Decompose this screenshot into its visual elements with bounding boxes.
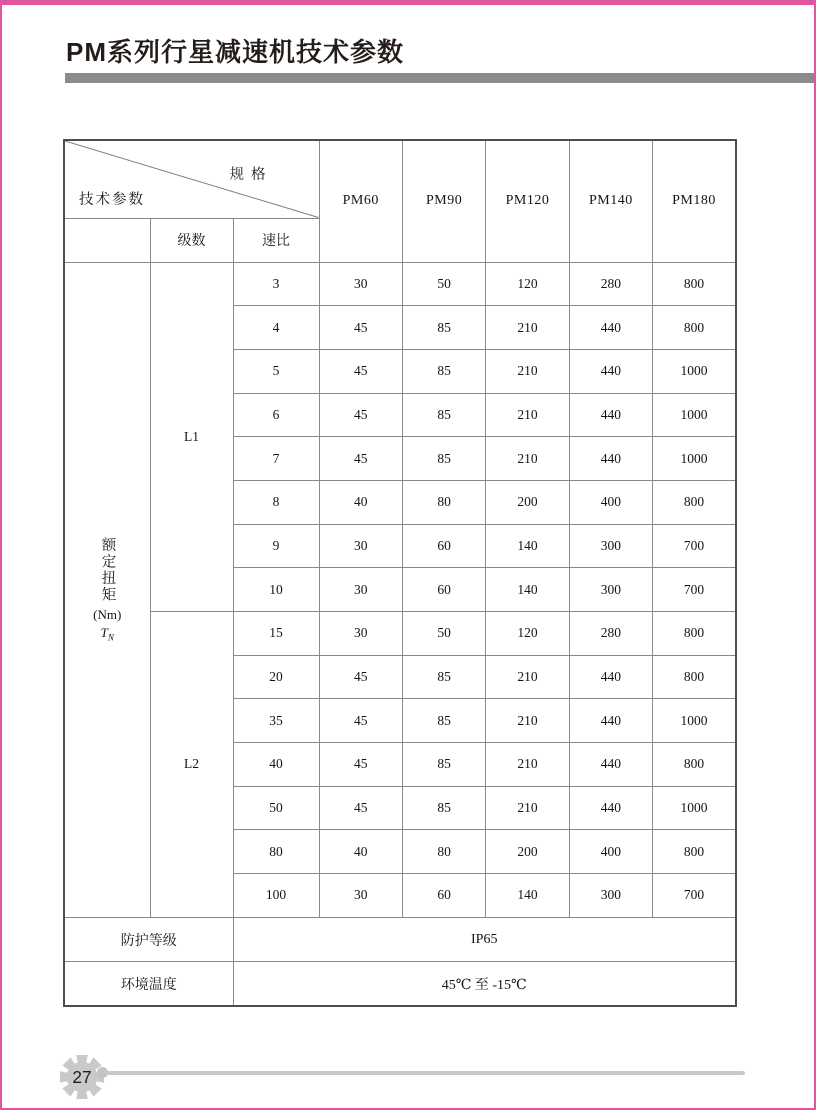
value-cell: 120 (486, 612, 569, 656)
value-cell: 45 (319, 306, 402, 350)
corner-label-spec: 规格 (229, 167, 273, 183)
ratio-cell: 50 (233, 786, 319, 830)
value-cell: 60 (402, 874, 485, 918)
footer-rule-line (107, 1071, 745, 1075)
value-cell: 1000 (653, 699, 736, 743)
footer-value-cell: 45℃ 至 -15℃ (233, 962, 736, 1007)
value-cell: 45 (319, 699, 402, 743)
value-cell: 140 (486, 568, 569, 612)
stage-cell: L1 (150, 262, 233, 612)
value-cell: 85 (402, 437, 485, 481)
value-cell: 85 (402, 393, 485, 437)
value-cell: 440 (569, 699, 652, 743)
value-cell: 440 (569, 306, 652, 350)
value-cell: 800 (653, 655, 736, 699)
value-cell: 30 (319, 262, 402, 306)
spec-table (63, 139, 737, 1007)
value-cell: 210 (486, 393, 569, 437)
ratio-cell: 5 (233, 349, 319, 393)
value-cell: 1000 (653, 393, 736, 437)
value-cell: 30 (319, 524, 402, 568)
column-header-pm140: PM140 (569, 140, 652, 262)
value-cell: 85 (402, 655, 485, 699)
value-cell: 30 (319, 612, 402, 656)
ratio-cell: 7 (233, 437, 319, 481)
value-cell: 280 (569, 262, 652, 306)
value-cell: 210 (486, 743, 569, 787)
table-row (64, 262, 736, 306)
value-cell: 300 (569, 874, 652, 918)
value-cell: 45 (319, 349, 402, 393)
value-cell: 45 (319, 393, 402, 437)
header-row-1 (64, 140, 736, 218)
value-cell: 800 (653, 830, 736, 874)
value-cell: 210 (486, 306, 569, 350)
stage-header: 级数 (150, 218, 233, 262)
column-header-pm120: PM120 (486, 140, 569, 262)
value-cell: 60 (402, 568, 485, 612)
value-cell: 440 (569, 437, 652, 481)
empty-header-cell (64, 218, 150, 262)
value-cell: 440 (569, 349, 652, 393)
corner-label-tech-params: 技术参数 (79, 191, 145, 208)
value-cell: 700 (653, 874, 736, 918)
value-cell: 45 (319, 437, 402, 481)
ratio-cell: 6 (233, 393, 319, 437)
value-cell: 440 (569, 655, 652, 699)
ratio-cell: 9 (233, 524, 319, 568)
column-header-pm60: PM60 (319, 140, 402, 262)
value-cell: 280 (569, 612, 652, 656)
value-cell: 300 (569, 524, 652, 568)
torque-symbol: $T_N$ (100, 624, 114, 643)
value-cell: 800 (653, 743, 736, 787)
table-footer-row (64, 917, 736, 962)
value-cell: 800 (653, 480, 736, 524)
value-cell: 45 (319, 786, 402, 830)
page-footer (0, 1050, 820, 1102)
ratio-cell: 80 (233, 830, 319, 874)
value-cell: 800 (653, 262, 736, 306)
value-cell: 800 (653, 612, 736, 656)
value-cell: 140 (486, 524, 569, 568)
value-cell: 800 (653, 306, 736, 350)
ratio-cell: 4 (233, 306, 319, 350)
page-title: PM系列行星减速机技术参数 (66, 37, 405, 67)
torque-label: 额定扭矩 (99, 536, 116, 603)
value-cell: 50 (402, 262, 485, 306)
value-cell: 210 (486, 786, 569, 830)
value-cell: 1000 (653, 437, 736, 481)
stage-cell: L2 (150, 612, 233, 918)
value-cell: 50 (402, 612, 485, 656)
ratio-cell: 100 (233, 874, 319, 918)
value-cell: 1000 (653, 786, 736, 830)
value-cell: 440 (569, 393, 652, 437)
column-header-pm180: PM180 (653, 140, 736, 262)
value-cell: 440 (569, 786, 652, 830)
value-cell: 210 (486, 699, 569, 743)
ratio-cell: 40 (233, 743, 319, 787)
spec-table-body (64, 140, 736, 1006)
value-cell: 45 (319, 743, 402, 787)
ratio-cell: 20 (233, 655, 319, 699)
value-cell: 440 (569, 743, 652, 787)
value-cell: 120 (486, 262, 569, 306)
value-cell: 85 (402, 743, 485, 787)
value-cell: 45 (319, 655, 402, 699)
value-cell: 200 (486, 480, 569, 524)
footer-value-cell: IP65 (233, 917, 736, 962)
value-cell: 200 (486, 830, 569, 874)
value-cell: 85 (402, 306, 485, 350)
value-cell: 300 (569, 568, 652, 612)
table-footer-row (64, 962, 736, 1007)
value-cell: 140 (486, 874, 569, 918)
torque-unit: (Nm) (93, 606, 122, 622)
value-cell: 700 (653, 524, 736, 568)
ratio-cell: 15 (233, 612, 319, 656)
value-cell: 85 (402, 786, 485, 830)
torque-axis-label-cell (64, 262, 150, 917)
ratio-cell: 35 (233, 699, 319, 743)
ratio-header: 速比 (233, 218, 319, 262)
ratio-cell: 8 (233, 480, 319, 524)
value-cell: 60 (402, 524, 485, 568)
value-cell: 400 (569, 480, 652, 524)
value-cell: 85 (402, 699, 485, 743)
value-cell: 40 (319, 830, 402, 874)
column-header-pm90: PM90 (402, 140, 485, 262)
value-cell: 80 (402, 480, 485, 524)
ratio-cell: 3 (233, 262, 319, 306)
corner-diagonal-cell (64, 140, 319, 218)
value-cell: 40 (319, 480, 402, 524)
value-cell: 210 (486, 349, 569, 393)
value-cell: 700 (653, 568, 736, 612)
gear-icon (59, 1054, 105, 1100)
ratio-cell: 10 (233, 568, 319, 612)
value-cell: 30 (319, 874, 402, 918)
page-number: 27 (72, 1067, 92, 1088)
value-cell: 80 (402, 830, 485, 874)
value-cell: 85 (402, 349, 485, 393)
table-row (64, 612, 736, 656)
title-underline-bar (65, 73, 814, 83)
value-cell: 30 (319, 568, 402, 612)
value-cell: 210 (486, 655, 569, 699)
value-cell: 210 (486, 437, 569, 481)
value-cell: 1000 (653, 349, 736, 393)
footer-label-cell: 防护等级 (64, 917, 233, 962)
value-cell: 400 (569, 830, 652, 874)
footer-label-cell: 环境温度 (64, 962, 233, 1007)
